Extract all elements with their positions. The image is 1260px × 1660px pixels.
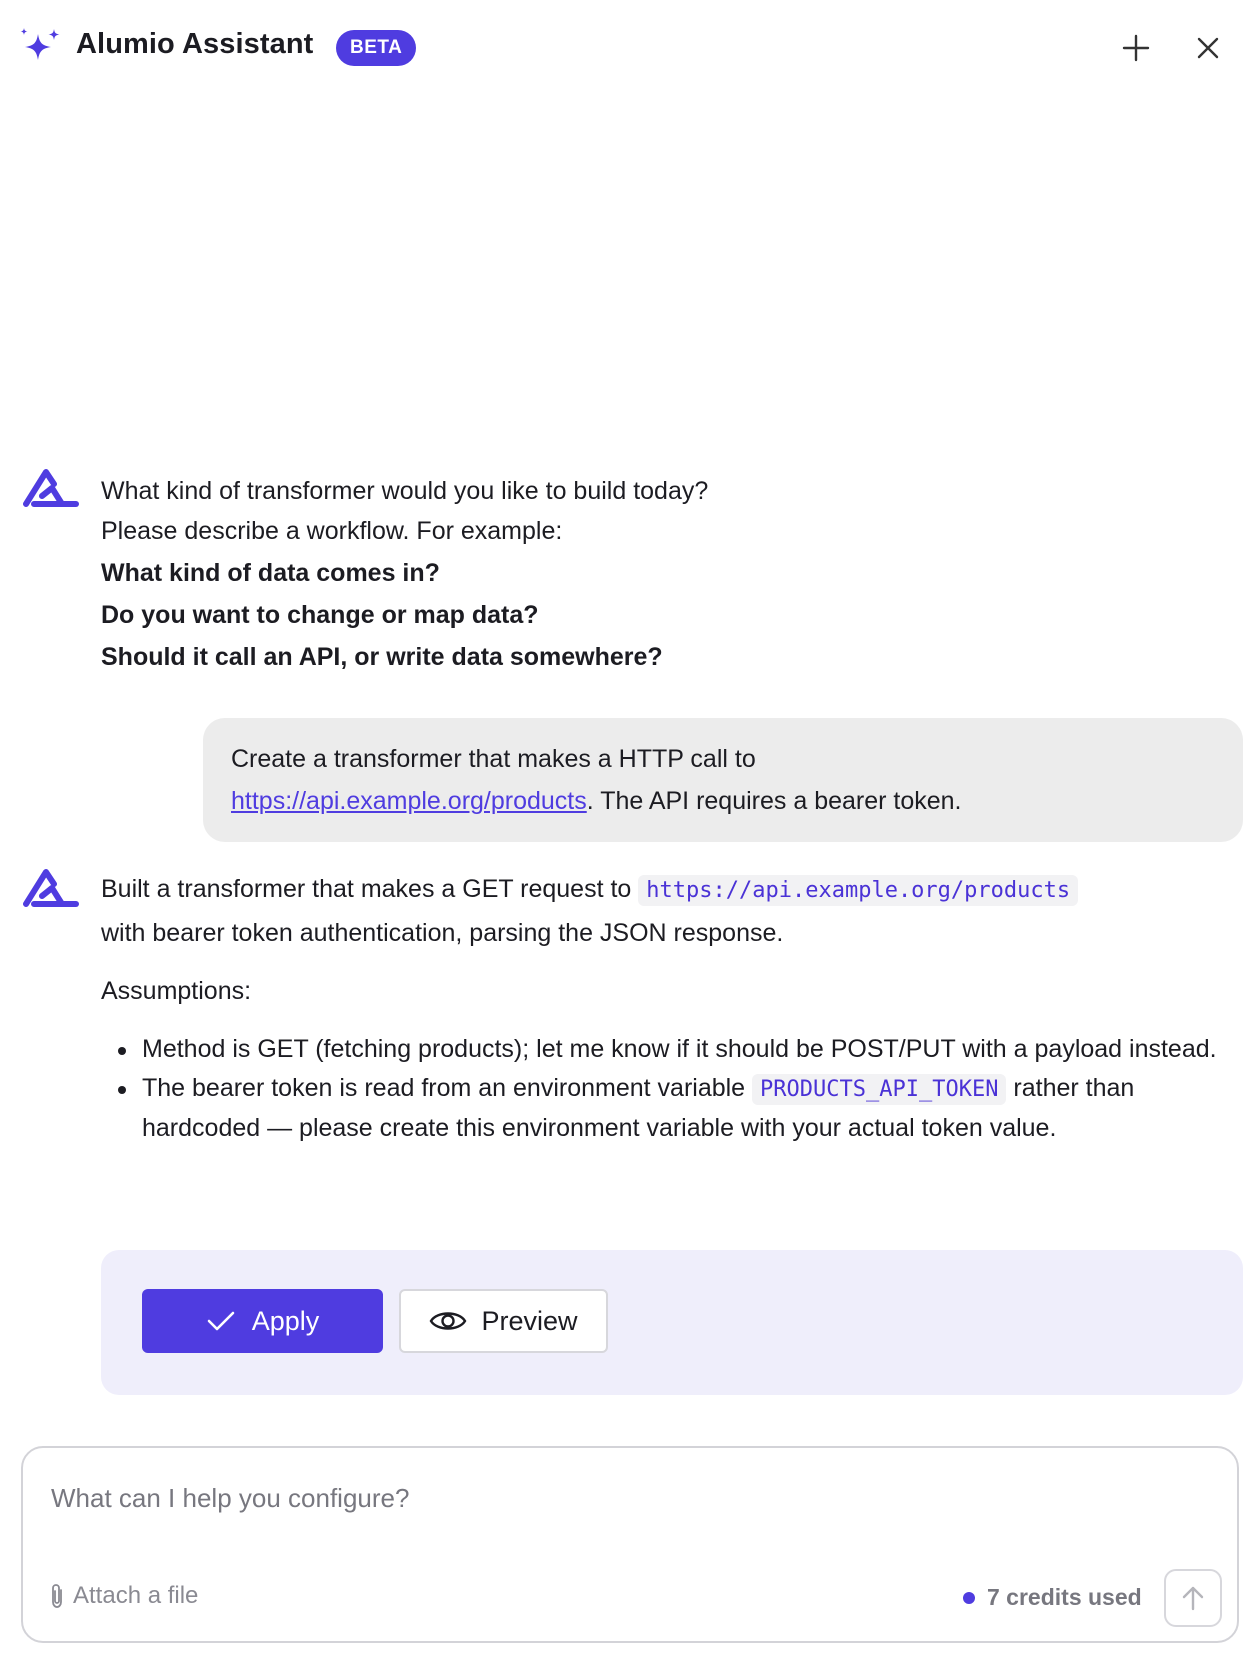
assumptions-title: Assumptions: [101, 977, 252, 1005]
arrow-up-icon [1180, 1584, 1206, 1612]
user-message-text: Create a transformer that makes a HTTP call to [231, 745, 756, 773]
intro-line2: Please describe a workflow. For example: [101, 517, 563, 545]
intro-line1: What kind of transformer would you like to build today? [101, 477, 709, 505]
paperclip-icon [47, 1582, 67, 1610]
user-message [203, 718, 1243, 842]
reply-suffix: with bearer token authentication, parsing the JSON response. [101, 919, 784, 947]
attach-label: Attach a file [73, 1582, 199, 1609]
plus-icon [1121, 33, 1151, 63]
preview-button[interactable] [399, 1289, 608, 1353]
bot-message-intro [101, 470, 708, 678]
reply-code-url: https://api.example.org/products [638, 875, 1078, 906]
apply-button[interactable] [142, 1289, 383, 1353]
intro-question1: What kind of data comes in? [101, 559, 440, 587]
api-link[interactable]: https://api.example.org/products [231, 787, 587, 815]
assumption-text: Method is GET (fetching products); let me know if it should be POST/PUT with a payload instead. [142, 1035, 1217, 1063]
credits-indicator [963, 1584, 1142, 1611]
beta-badge: BETA [336, 30, 416, 66]
env-var-code: PRODUCTS_API_TOKEN [752, 1074, 1006, 1105]
header [0, 0, 1260, 96]
reply-prefix: Built a transformer that makes a GET request to [101, 875, 632, 903]
app-title: Alumio Assistant [76, 28, 314, 60]
assumption-item [112, 1069, 1242, 1148]
alumio-logo-icon [22, 468, 80, 508]
composer [21, 1446, 1239, 1643]
intro-question3: Should it call an API, or write data somewhere? [101, 643, 663, 671]
assumptions-list [112, 1030, 1242, 1148]
user-message-text-end: . The API requires a bearer token. [586, 787, 962, 815]
bot-message-reply [101, 868, 1241, 954]
attach-file-button[interactable] [47, 1582, 198, 1610]
assumption-text: rather than hardcoded — please create this environment variable with your actual token value. [142, 1074, 1135, 1142]
intro-question2: Do you want to change or map data? [101, 601, 539, 629]
alumio-logo-icon [22, 868, 80, 908]
sparkle-icon [18, 26, 64, 72]
action-card [101, 1250, 1243, 1395]
message-input[interactable] [51, 1468, 1201, 1528]
status-dot [963, 1592, 975, 1604]
eye-icon [429, 1308, 467, 1334]
new-chat-button[interactable] [1114, 26, 1158, 70]
preview-label: Preview [481, 1305, 578, 1336]
assumption-text: The bearer token is read from an environment variable [142, 1074, 746, 1102]
send-button[interactable] [1164, 1569, 1222, 1627]
credits-label: 7 credits used [987, 1584, 1142, 1610]
close-icon [1195, 35, 1221, 61]
close-button[interactable] [1186, 26, 1230, 70]
check-icon [206, 1309, 236, 1333]
apply-label: Apply [251, 1305, 320, 1336]
assumption-item [112, 1030, 1242, 1069]
